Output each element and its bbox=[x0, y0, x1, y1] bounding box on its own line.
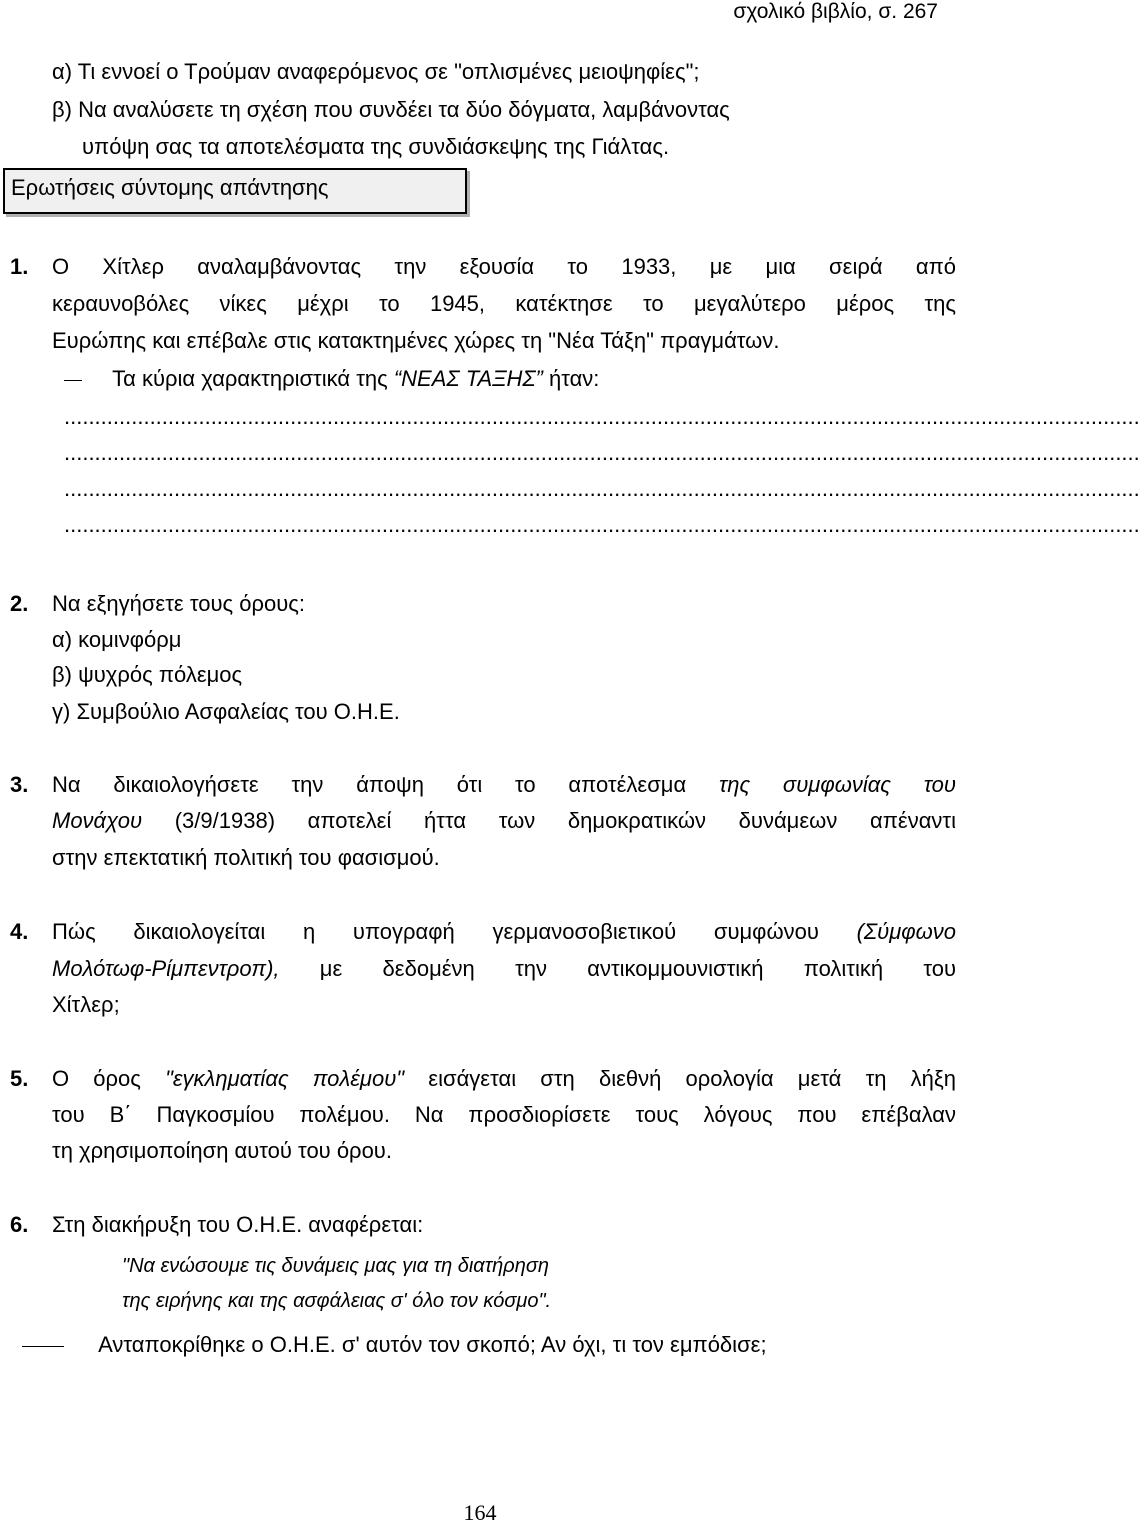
page-number: 164 bbox=[463, 1500, 497, 1525]
intro-question-a: α) Τι εννοεί ο Τρούμαν αναφερόμενος σε "οπλισμένες μειοψηφίες"; bbox=[52, 59, 700, 84]
section-title: Ερωτήσεις σύντομης απάντησης bbox=[11, 175, 329, 200]
q3-line3: στην επεκτατική πολιτική του φασισμού. bbox=[52, 845, 440, 870]
intro-question-b-line1: β) Να αναλύσετε τη σχέση που συνδέει τα δύο δόγματα, λαμβάνοντας bbox=[52, 97, 730, 122]
intro-question-b-line2: υπόψη σας τα αποτελέσματα της συνδιάσκεψης της Γιάλτας. bbox=[82, 134, 670, 159]
q2-term-b: β) ψυχρός πόλεμος bbox=[52, 662, 243, 687]
q1-answer-line-4: ................................................................................................................................................................................ bbox=[64, 512, 1140, 537]
q5-number: 5. bbox=[10, 1066, 29, 1091]
q5-line1-emphasis: "εγκληματίας πολέμου" bbox=[165, 1066, 405, 1091]
q3-line2-emphasis: Μονάχου bbox=[52, 808, 143, 833]
q1-line1: Ο Χίτλερ αναλαμβάνοντας την εξουσία το 1933, με μια σειρά από bbox=[52, 254, 956, 279]
q2-title: Να εξηγήσετε τους όρους: bbox=[52, 591, 305, 616]
q4-number: 4. bbox=[10, 919, 29, 944]
q4-line1-text: Πώς δικαιολογείται η υπογραφή γερμανοσοβιετικού συμφώνου bbox=[52, 919, 857, 944]
q6-line1: Στη διακήρυξη του Ο.Η.Ε. αναφέρεται: bbox=[52, 1212, 424, 1237]
q3-line1-emphasis: της συμφωνίας του bbox=[719, 772, 956, 797]
q4-line2 bbox=[52, 956, 956, 982]
q1-answer-line-1: ................................................................................................................................................................................ bbox=[64, 404, 1140, 429]
q6-quote-text2: της ειρήνης και της ασφάλειας σ' όλο τον κόσμο". bbox=[122, 1290, 552, 1312]
q1-answer-line-3: ................................................................................................................................................................................ bbox=[64, 476, 1140, 501]
q6-quote-text1: "Να ενώσουμε τις δυνάμεις μας για τη διατήρηση bbox=[122, 1255, 550, 1277]
q1-line3: Ευρώπης και επέβαλε στις κατακτημένες χώρες τη "Νέα Τάξη" πραγμάτων. bbox=[52, 328, 780, 353]
q5-line1 bbox=[52, 1066, 956, 1092]
q4-line3: Χίτλερ; bbox=[52, 992, 120, 1017]
q4-line1 bbox=[52, 919, 956, 945]
q1-bullet-end: ήταν: bbox=[542, 366, 600, 391]
q6-bullet-text: Ανταποκρίθηκε ο Ο.Η.Ε. σ' αυτόν τον σκοπό; Αν όχι, τι τον εμπόδισε; bbox=[98, 1332, 767, 1357]
q6-quote-line2 bbox=[122, 1290, 551, 1313]
q2-term-a: α) κομινφόρμ bbox=[52, 627, 182, 652]
section-title-box bbox=[3, 168, 467, 214]
q6-number: 6. bbox=[10, 1212, 29, 1237]
book-page-reference: σχολικό βιβλίο, σ. 267 bbox=[733, 0, 938, 23]
q3-line1 bbox=[52, 772, 956, 798]
q4-line2-text: με δεδομένη την αντικομμουνιστική πολιτική του bbox=[279, 956, 956, 981]
q1-bullet bbox=[64, 366, 599, 392]
q2-number: 2. bbox=[10, 591, 29, 616]
q1-answer-line-2: ................................................................................................................................................................................ bbox=[64, 440, 1140, 465]
q1-number: 1. bbox=[10, 254, 29, 279]
q5-line1-text-end: εισάγεται στη διεθνή ορολογία μετά τη λήξη bbox=[404, 1066, 957, 1091]
q3-line1-text: Να δικαιολογήσετε την άποψη ότι το αποτέλεσμα bbox=[52, 772, 719, 797]
q2-term-c: γ) Συμβούλιο Ασφαλείας του Ο.Η.Ε. bbox=[52, 699, 400, 724]
q3-line2-text: (3/9/1938) αποτελεί ήττα των δημοκρατικών δυνάμεων απέναντι bbox=[142, 808, 956, 833]
q3-number: 3. bbox=[10, 772, 29, 797]
q1-bullet-emphasis: “ΝΕΑΣ ΤΑΞΗΣ” bbox=[393, 366, 543, 391]
q4-line2-emphasis: Μολότωφ-Ρίμπεντροπ), bbox=[52, 956, 280, 981]
q6-bullet bbox=[22, 1332, 767, 1358]
q5-line3: τη χρησιμοποίηση αυτού του όρου. bbox=[52, 1138, 392, 1163]
q6-quote-line1 bbox=[122, 1255, 549, 1278]
dash-bullet-icon bbox=[22, 1346, 64, 1347]
dash-bullet-icon bbox=[64, 380, 82, 381]
q4-line1-emphasis: (Σύμφωνο bbox=[856, 919, 956, 944]
q3-line2 bbox=[52, 808, 956, 834]
q1-line2: κεραυνοβόλες νίκες μέχρι το 1945, κατέκτησε το μεγαλύτερο μέρος της bbox=[52, 291, 956, 316]
q5-line2: του Β΄ Παγκοσμίου πολέμου. Να προσδιορίσετε τους λόγους που επέβαλαν bbox=[52, 1102, 956, 1127]
q1-bullet-text: Τα κύρια χαρακτηριστικά της bbox=[112, 366, 394, 391]
q5-line1-text: Ο όρος bbox=[52, 1066, 166, 1091]
